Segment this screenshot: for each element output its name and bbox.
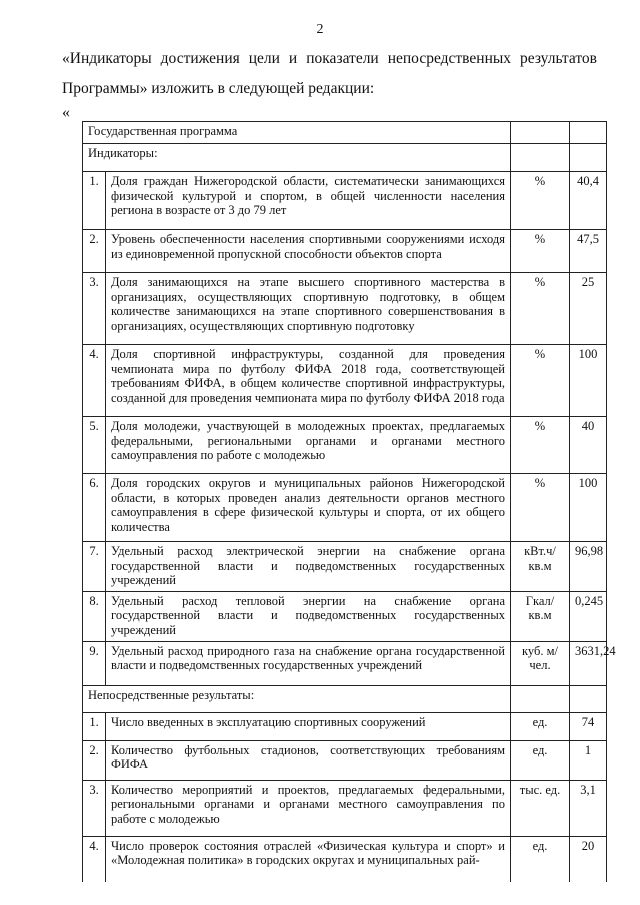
row-unit: ед. [511,712,570,740]
row-value: 40,4 [570,172,607,230]
row-number: 4. [83,836,106,882]
table-row [83,417,607,474]
row-unit: % [511,230,570,273]
row-value: 0,245 [570,591,607,641]
row-unit: % [511,172,570,230]
row-value: 100 [570,474,607,542]
row-number: 4. [83,345,106,417]
row-value: 25 [570,273,607,345]
row-unit: % [511,345,570,417]
program-header-row [83,122,607,144]
row-text: Число введенных в эксплуатацию спортивных сооружений [106,712,511,740]
intro-line-1: «Индикаторы достижения цели и показатели непосредственных результатов [62,50,597,67]
indicators-header-cell: Индикаторы: [83,144,511,172]
opening-quote: « [62,104,70,121]
row-number: 3. [83,780,106,836]
empty-cell [511,122,570,144]
row-text: Доля молодежи, участвующей в молодежных проектах, предлагаемых федеральными, региональными органами и органами местного самоуправления по работе с молодежью [106,417,511,474]
table-row [83,712,607,740]
row-number: 2. [83,230,106,273]
indicators-table [82,121,616,882]
row-number: 3. [83,273,106,345]
empty-cell [511,144,570,172]
table-row [83,172,607,230]
table-row [83,542,607,592]
empty-cell [570,144,607,172]
results-header-cell: Непосредственные результаты: [83,685,511,712]
row-text: Доля занимающихся на этапе высшего спортивного мастерства в организациях, осуществляющих спортивную подготовку, в общем количестве занимающихся на этапе спортивного совершенствования в организациях, осуществляющих спортивную подготовку [106,273,511,345]
row-value: 40 [570,417,607,474]
results-header-row [83,685,607,712]
table-row [83,836,607,882]
row-value: 74 [570,712,607,740]
row-value: 3631,24 [570,641,607,685]
row-number: 1. [83,172,106,230]
row-number: 9. [83,641,106,685]
table-row [83,740,607,780]
table-row [83,474,607,542]
row-number: 1. [83,712,106,740]
row-text: Удельный расход электрической энергии на снабжение органа государственной власти и подведомственных государственных учреждений [106,542,511,592]
row-text: Количество футбольных стадионов, соответствующих требованиям ФИФА [106,740,511,780]
row-text: Количество мероприятий и проектов, предлагаемых федеральными, региональными органами и органами местного самоуправления по работе с молодежью [106,780,511,836]
row-value: 1 [570,740,607,780]
row-unit: % [511,474,570,542]
row-unit: ед. [511,836,570,882]
row-unit: % [511,273,570,345]
row-value: 3,1 [570,780,607,836]
table-row [83,591,607,641]
table-row [83,230,607,273]
program-header-cell: Государственная программа [83,122,511,144]
row-value: 100 [570,345,607,417]
row-unit: ед. [511,740,570,780]
row-number: 6. [83,474,106,542]
row-value: 96,98 [570,542,607,592]
row-text: Удельный расход тепловой энергии на снабжение органа государственной власти и подведомственных государственных учреждений [106,591,511,641]
row-number: 2. [83,740,106,780]
row-text: Уровень обеспеченности населения спортивными сооружениями исходя из единовременной пропускной способности объектов спорта [106,230,511,273]
row-unit: тыс. ед. [511,780,570,836]
row-text: Удельный расход природного газа на снабжение органа государственной власти и подведомственных государственных учреждений [106,641,511,685]
row-text: Число проверок состояния отраслей «Физическая культура и спорт» и «Молодежная политика» в городских округах и муниципальных рай- [106,836,511,882]
empty-cell [511,685,570,712]
row-unit: % [511,417,570,474]
row-number: 7. [83,542,106,592]
row-value: 47,5 [570,230,607,273]
row-unit: Гкал/кв.м [511,591,570,641]
row-text: Доля спортивной инфраструктуры, созданной для проведения чемпионата мира по футболу ФИФА 2018 года, соответствующей требованиям ФИФА, в общем количестве спортивной инфраструктуры, созданной для проведения чемпионата мира по футболу ФИФА 2018 года [106,345,511,417]
empty-cell [570,685,607,712]
table-row [83,641,607,685]
indicators-header-row [83,144,607,172]
table-row [83,345,607,417]
row-number: 5. [83,417,106,474]
row-number: 8. [83,591,106,641]
table-row [83,780,607,836]
intro-paragraph [62,44,597,104]
intro-line-2: Программы» изложить в следующей редакции: [62,80,375,97]
table-row [83,273,607,345]
row-text: Доля городских округов и муниципальных районов Нижегородской области, в которых проведен анализ деятельности органов местного самоуправления в сфере физической культуры и спорта, от их общего количества [106,474,511,542]
row-text: Доля граждан Нижегородской области, систематически занимающихся физической культурой и спортом, в общей численности населения региона в возрасте от 3 до 79 лет [106,172,511,230]
row-unit: куб. м/чел. [511,641,570,685]
page-number: 2 [316,22,324,37]
row-value: 20 [570,836,607,882]
row-unit: кВт.ч/кв.м [511,542,570,592]
empty-cell [570,122,607,144]
